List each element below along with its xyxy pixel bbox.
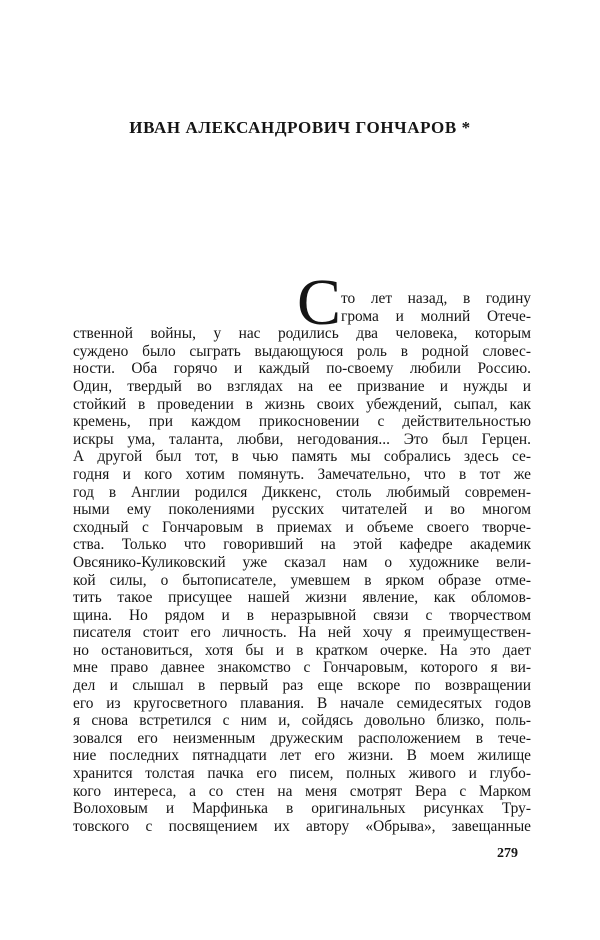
text-line: товского с посвящением их автору «Обрыва», завещанные xyxy=(73,817,531,835)
text-line: его из кругосветного плавания. В начале семидесятых годов xyxy=(73,694,531,712)
text-line: годня и кого хотим помянуть. Замечательно, что в тот же xyxy=(73,465,531,483)
text-line: ными ему поколениями русских читателей и во многом xyxy=(73,501,531,519)
text-line: хранится толстая пачка его писем, полных живого и глубо- xyxy=(73,765,531,783)
text-line: А другой был тот, в чью память мы собрались здесь се- xyxy=(73,448,531,466)
text-line: кремень, при каждом прикосновении с действительностью xyxy=(73,413,531,431)
text-line: дел и слышал в первый раз еще вскоре по возвращении xyxy=(73,677,531,695)
chapter-title: ИВАН АЛЕКСАНДРОВИЧ ГОНЧАРОВ * xyxy=(129,118,471,137)
text-line: грома и молний Отече- xyxy=(341,307,531,325)
text-line: я снова встретился с ним и, сойдясь довольно близко, поль- xyxy=(73,712,531,730)
text-line: Волоховым и Марфинька в оригинальных рисунках Тру- xyxy=(73,800,531,818)
text-line: суждено было сыграть выдающуюся роль в родной словес- xyxy=(73,342,531,360)
text-line: но остановиться, хотя бы и в кратком очерке. На это дает xyxy=(73,641,531,659)
text-line: кой силы, о бытописателе, умевшем в ярком образе отме- xyxy=(73,571,531,589)
text-line: тить такое присущее нашей жизни явление, как обломов- xyxy=(73,589,531,607)
page-number: 279 xyxy=(497,846,518,861)
text-line: искры ума, таланта, любви, негодования... Это был Герцен. xyxy=(73,430,531,448)
text-line: ства. Только что говоривший на этой кафедре академик xyxy=(73,536,531,554)
body-text xyxy=(73,290,531,835)
text-line: ние последних пятнадцати лет его жизни. В моем жилище xyxy=(73,747,531,765)
text-line: щина. Но рядом и в неразрывной связи с творчеством xyxy=(73,606,531,624)
text-line: стойкий в проведении в жизнь своих убеждений, сыпал, как xyxy=(73,395,531,413)
drop-cap: С xyxy=(297,266,342,339)
text-line: писателя стоит его личность. На ней хочу я преимуществен- xyxy=(73,624,531,642)
text-line: зовался его неизменным дружеским расположением в тече- xyxy=(73,729,531,747)
text-line: мне право давнее знакомство с Гончаровым, которого я ви- xyxy=(73,659,531,677)
text-line: сходный с Гончаровым в приемах и объеме своего творче- xyxy=(73,518,531,536)
text-line: кого интереса, а со стен на меня смотрят Вера с Марком xyxy=(73,782,531,800)
text-line: ственной войны, у нас родились два человека, которым xyxy=(73,325,531,343)
text-line: ности. Оба горячо и каждый по-своему любили Россию. xyxy=(73,360,531,378)
text-line: Овсянико-Куликовский уже сказал нам о художнике вели- xyxy=(73,553,531,571)
text-line: Один, твердый во взглядах на ее призвание и нужды и xyxy=(73,377,531,395)
text-line: то лет назад, в годину xyxy=(341,290,531,307)
text-line: год в Англии родился Диккенс, столь любимый современ- xyxy=(73,483,531,501)
